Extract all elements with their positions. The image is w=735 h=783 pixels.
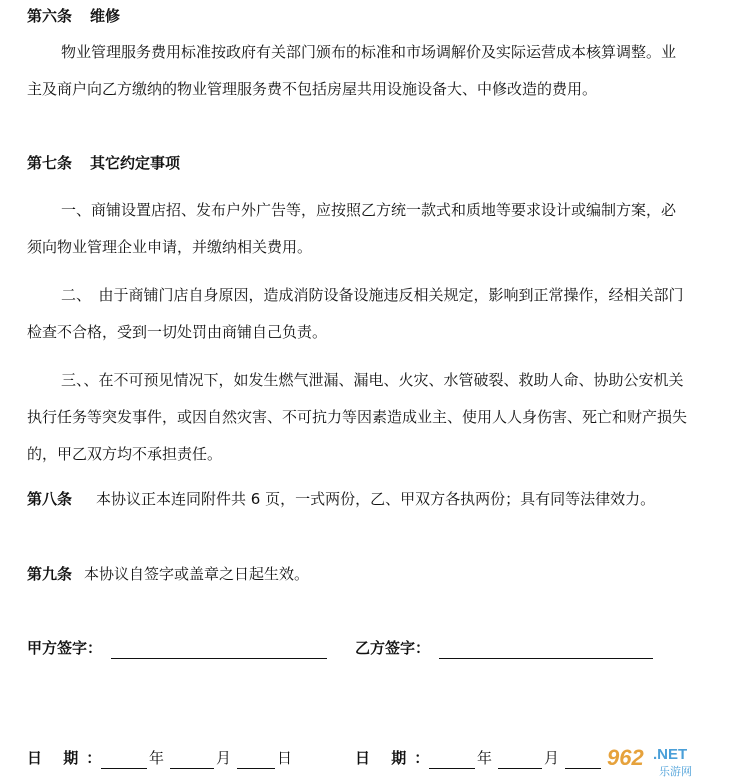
article-8-number: 第八条 (27, 490, 73, 508)
article-9 (27, 556, 687, 593)
party-a-date-label: 日 期： (27, 749, 110, 767)
watermark-logo (601, 739, 729, 779)
party-b-signature-label: 乙方签字： (355, 639, 431, 657)
article-7-number: 第七条 (27, 154, 73, 172)
party-a-signature-line[interactable] (111, 658, 327, 659)
article-9-text: 本协议自签字或盖章之日起生效。 (84, 565, 310, 583)
article-6-title: 维修 (90, 7, 121, 25)
article-7-heading (27, 153, 180, 173)
watermark-domain: .NET (653, 746, 688, 763)
article-6-number: 第六条 (27, 7, 73, 25)
article-7-clause-2: 二、 由于商铺门店自身原因，造成消防设备设施违反相关规定，影响到正常操作，经相关部门检查不合格，受到一切处罚由商铺自己负责。 (27, 286, 684, 341)
party-b-month-blank[interactable] (498, 768, 542, 769)
article-6-heading (27, 6, 120, 26)
party-b-signature-line[interactable] (439, 658, 653, 659)
article-6-paragraph: 物业管理服务费用标准按政府有关部门颁布的标准和市场调解价及实际运营成本核算调整。业主及商户向乙方缴纳的物业管理服务费不包括房屋共用设施设备大、中修改造的费用。 (27, 43, 677, 98)
party-b-year-unit: 年 (477, 749, 493, 767)
party-a-signature-label: 甲方签字： (27, 639, 103, 657)
party-a-year-unit: 年 (149, 749, 165, 767)
watermark-site-name: 乐游网 (659, 765, 692, 778)
party-a-day-blank[interactable] (237, 768, 275, 769)
party-b-month-unit: 月 (544, 749, 560, 767)
party-b-date-label: 日 期： (355, 749, 438, 767)
party-a-month-unit: 月 (216, 749, 232, 767)
party-b-year-blank[interactable] (429, 768, 475, 769)
article-7-title: 其它约定事项 (90, 154, 181, 172)
article-7-clause-1: 一、商铺设置店招、发布户外广告等，应按照乙方统一款式和质地等要求设计或编制方案，必须向物业管理企业申请，并缴纳相关费用。 (27, 201, 677, 256)
article-7-clause-3: 三、、在不可预见情况下，如发生燃气泄漏、漏电、火灾、水管破裂、救助人命、协助公安机关执行任务等突发事件，或因自然灾害、不可抗力等因素造成业主、使用人人身伤害、死亡和财产损失的，甲乙双方均不承担责任。 (27, 371, 688, 463)
article-8-text: 本协议正本连同附件共 6 页，一式两份，乙、甲双方各执两份；具有同等法律效力。 (96, 490, 656, 508)
party-a-month-blank[interactable] (170, 768, 214, 769)
party-b-day-blank[interactable] (565, 768, 601, 769)
party-a-year-blank[interactable] (101, 768, 147, 769)
article-9-number: 第九条 (27, 565, 73, 583)
signature-row (0, 636, 735, 662)
article-8 (27, 481, 687, 518)
party-a-day-unit: 日 (277, 749, 293, 767)
watermark-logo-number: 962 (607, 745, 644, 770)
